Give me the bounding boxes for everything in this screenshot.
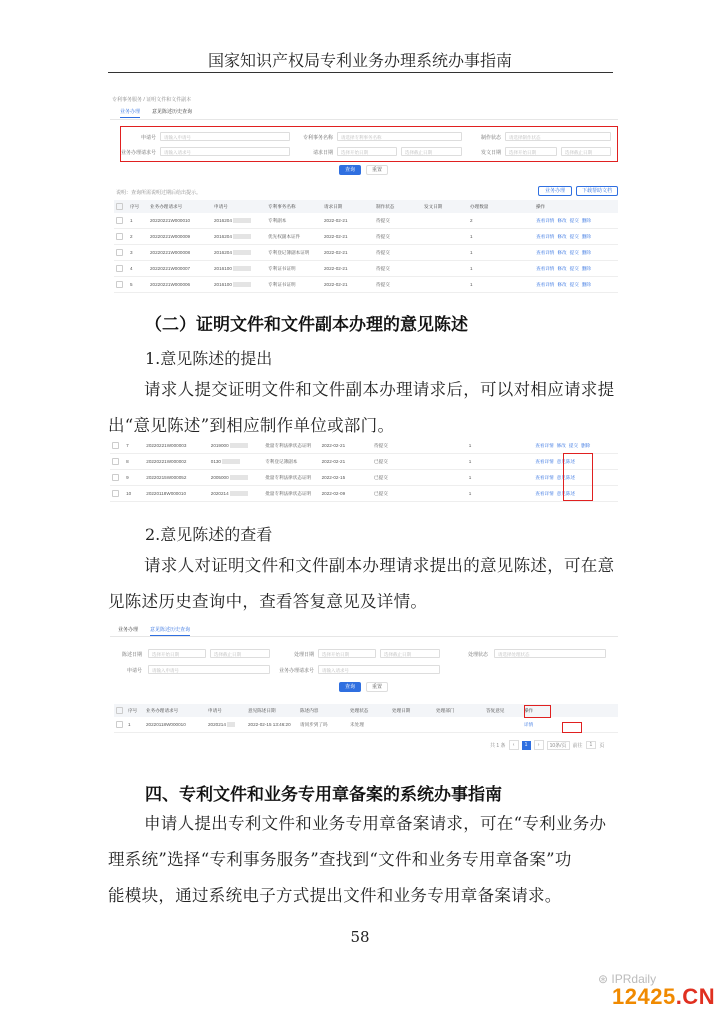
- action-link[interactable]: 修改: [556, 442, 566, 448]
- request-number: 20220221W000008: [148, 245, 212, 261]
- action-link[interactable]: 删除: [581, 217, 591, 223]
- breadcrumb: 专利事务服务 / 证明文件和文件副本: [112, 97, 192, 103]
- action-link[interactable]: 修改: [557, 265, 567, 271]
- action-link[interactable]: 提交: [569, 249, 579, 255]
- handle-department: [434, 717, 484, 733]
- field-label-handle-status: 处理状态: [467, 652, 488, 658]
- action-link[interactable]: 提交: [569, 281, 579, 287]
- send-date: [422, 245, 468, 261]
- page-size-select[interactable]: 10条/页: [547, 741, 570, 750]
- application-number: 2005000: [209, 470, 263, 486]
- req-date-end[interactable]: 选择截止日期: [401, 147, 462, 156]
- status-select[interactable]: 请选择制作状态: [505, 132, 611, 141]
- field-label-req-no: 业务办理请求号: [278, 668, 314, 674]
- affair-name: 专利登记簿副本证明: [266, 245, 322, 261]
- column-header: 办理数量: [468, 200, 534, 213]
- request-number: 20220221W000006: [148, 277, 212, 293]
- handle-status-select[interactable]: 请选择处理状态: [494, 649, 606, 658]
- action-link[interactable]: 修改: [557, 249, 567, 255]
- request-date: 2022-02-21: [322, 213, 374, 229]
- column-header: 序号: [126, 704, 144, 717]
- action-link[interactable]: 查看详情: [535, 474, 554, 480]
- statement-date-start[interactable]: 选择开始日期: [148, 649, 206, 658]
- action-link[interactable]: 查看详情: [536, 265, 555, 271]
- hint-text: 说明：查询所需说明过期后给出提示。: [116, 190, 202, 196]
- column-header: 操作: [534, 200, 618, 213]
- action-link[interactable]: 查看详情: [536, 281, 555, 287]
- table-row: [114, 717, 618, 733]
- handle-date-end[interactable]: 选择截止日期: [380, 649, 440, 658]
- row-index: 2: [128, 229, 148, 245]
- screenshot-opinion-submit: [110, 438, 618, 502]
- paragraph-line: 请求人对证明文件和文件副本办理请求提出的意见陈述，可在意: [144, 556, 615, 575]
- table-row: [114, 277, 618, 293]
- subheading-view: 2.意见陈述的查看: [145, 525, 273, 544]
- tab-history[interactable]: 意见陈述历史查询: [150, 626, 190, 636]
- select-all-checkbox[interactable]: [114, 704, 126, 717]
- request-date: 2022-02-15: [320, 470, 372, 486]
- row-index: 8: [124, 454, 144, 470]
- count: 1: [468, 245, 534, 261]
- column-header: 陈述内容: [298, 704, 348, 717]
- send-date: [420, 486, 466, 502]
- section-heading-opinion: （二）证明文件和文件副本办理的意见陈述: [145, 315, 468, 335]
- paragraph-line: 能模块，通过系统电子方式提出文件和业务专用章备案请求。: [108, 886, 562, 905]
- count: 1: [467, 486, 534, 502]
- table-row: [110, 470, 618, 486]
- status: 待提交: [372, 438, 420, 454]
- row-checkbox[interactable]: [114, 245, 128, 261]
- tab-business[interactable]: 业务办理: [120, 108, 140, 118]
- table-header-row: [114, 200, 618, 213]
- request-number: 20220221W000010: [148, 213, 212, 229]
- row-index: 3: [128, 245, 148, 261]
- column-header: 答复意见: [484, 704, 522, 717]
- status: 待提交: [374, 261, 422, 277]
- action-link[interactable]: 删除: [581, 233, 591, 239]
- watermark-faint: ⊛ IPRdaily: [598, 972, 657, 986]
- actions-cell: [533, 438, 618, 454]
- table-row: [110, 438, 618, 454]
- detail-action-highlight: [562, 722, 582, 733]
- goto-label: 前往: [572, 742, 583, 749]
- paragraph-line: 见陈述历史查询中，查看答复意见及详情。: [108, 592, 428, 611]
- action-link[interactable]: 删除: [581, 249, 591, 255]
- action-link[interactable]: 查看详情: [535, 442, 554, 448]
- paragraph-line: 出“意见陈述”到相应制作单位或部门。: [108, 416, 395, 435]
- application-number: 0130: [209, 454, 263, 470]
- application-number: 2020214: [206, 717, 246, 733]
- table-row: [114, 213, 618, 229]
- request-number: 20220215W000052: [144, 470, 209, 486]
- statement-date-end[interactable]: 选择截止日期: [210, 649, 270, 658]
- action-link[interactable]: 查看详情: [535, 458, 554, 464]
- action-link[interactable]: 提交: [569, 217, 579, 223]
- section-heading-seal: 四、专利文件和业务专用章备案的系统办事指南: [145, 785, 502, 805]
- field-label-app-no: 申请号: [126, 668, 142, 674]
- goto-input[interactable]: 1: [586, 741, 597, 749]
- row-index: 1: [128, 213, 148, 229]
- tab-business[interactable]: 业务办理: [118, 627, 139, 633]
- table-row: [114, 229, 618, 245]
- application-number: 2019000: [209, 438, 263, 454]
- row-index: 4: [128, 261, 148, 277]
- field-label-req-no: 业务办理请求号: [121, 150, 157, 156]
- opinion-action-highlight: [563, 453, 593, 501]
- send-date: [422, 277, 468, 293]
- status: 待提交: [374, 213, 422, 229]
- status: 待提交: [374, 277, 422, 293]
- affair-name: 优先权副本证件: [266, 229, 322, 245]
- affair-name: 专利证书证明: [266, 261, 322, 277]
- column-header: 申请号: [206, 704, 246, 717]
- column-header: 序号: [128, 200, 148, 213]
- affair-name: 批量专利法律状态证明: [263, 438, 319, 454]
- table-row: [110, 486, 618, 502]
- request-number: 20220118W000010: [144, 717, 206, 733]
- reset-button[interactable]: 重置: [366, 682, 388, 692]
- req-no-input[interactable]: 请输入请求号: [160, 147, 290, 156]
- action-link[interactable]: 提交: [569, 233, 579, 239]
- row-checkbox[interactable]: [114, 717, 126, 733]
- table-row: [114, 245, 618, 261]
- pagination: [490, 740, 604, 750]
- request-date: 2022-02-21: [322, 277, 374, 293]
- tab-history[interactable]: 意见陈述历史查询: [152, 109, 193, 115]
- application-number: 2016204: [212, 229, 266, 245]
- paragraph-view: [108, 548, 618, 620]
- column-header: 处理部门: [434, 704, 484, 717]
- app-no-input[interactable]: 请输入申请号: [160, 132, 290, 141]
- handle-date-start[interactable]: 选择开始日期: [318, 649, 376, 658]
- app-no-input[interactable]: 请输入申请号: [148, 665, 270, 674]
- action-link[interactable]: 意见陈述: [556, 474, 576, 480]
- tab-bar: [118, 626, 190, 636]
- application-number: 2016204: [212, 213, 266, 229]
- status: 已提交: [372, 486, 420, 502]
- page-number: 58: [350, 928, 370, 946]
- affair-name: 专利登记簿副本: [263, 454, 319, 470]
- send-date: [422, 229, 468, 245]
- column-header: 处理状态: [348, 704, 390, 717]
- actions-cell: [534, 261, 618, 277]
- row-index: 7: [124, 438, 144, 454]
- action-link[interactable]: 修改: [557, 217, 567, 223]
- field-label-req-date: 请求日期: [312, 150, 333, 156]
- row-checkbox[interactable]: [110, 470, 124, 486]
- pagination-total: 共 1 条: [490, 742, 506, 749]
- column-header: 操作: [522, 704, 618, 717]
- tab-underline: [110, 119, 618, 120]
- action-link[interactable]: 意见陈述: [556, 458, 576, 464]
- count: 2: [468, 213, 534, 229]
- reply-column-highlight: [524, 705, 551, 718]
- column-header: 专利事务名称: [266, 200, 322, 213]
- field-label-status: 制作状态: [480, 135, 501, 141]
- request-date: 2022-02-21: [320, 438, 372, 454]
- req-no-input[interactable]: 请输入请求号: [318, 665, 440, 674]
- actions-cell: [534, 229, 618, 245]
- select-all-checkbox[interactable]: [114, 200, 128, 213]
- actions-cell: [534, 277, 618, 293]
- row-index: 1: [126, 717, 144, 733]
- row-checkbox[interactable]: [114, 277, 128, 293]
- action-link[interactable]: 修改: [557, 233, 567, 239]
- wechat-icon: ⊛: [598, 972, 609, 986]
- affair-name: 批量专利法律状态证明: [263, 486, 319, 502]
- paragraph-submit: [108, 372, 618, 444]
- data-table: [114, 200, 618, 293]
- subheading-submit: 1.意见陈述的提出: [145, 349, 273, 368]
- affair-select[interactable]: 请选择专利事务名称: [337, 132, 462, 141]
- tab-bar: [120, 108, 192, 118]
- affair-name: 专利副本: [266, 213, 322, 229]
- request-number: 20220221W000007: [148, 261, 212, 277]
- request-date: 2022-02-09: [320, 486, 372, 502]
- field-label-app-no: 申请号: [140, 135, 156, 141]
- search-button[interactable]: 查询: [339, 682, 361, 692]
- download-help-button[interactable]: 下载帮助文档: [576, 186, 618, 196]
- request-number: 20220221W000003: [144, 438, 209, 454]
- application-number: 2016100: [212, 277, 266, 293]
- row-index: 10: [124, 486, 144, 502]
- column-header: 申请号: [212, 200, 266, 213]
- row-checkbox[interactable]: [110, 454, 124, 470]
- action-link[interactable]: 意见陈述: [556, 490, 576, 496]
- affair-name: 专利证书证明: [266, 277, 322, 293]
- paragraph-line: 申请人提出专利文件和业务专用章备案请求，可在“专利业务办: [144, 814, 607, 833]
- count: 1: [467, 454, 534, 470]
- count: 1: [468, 277, 534, 293]
- request-date: 2022-02-21: [322, 245, 374, 261]
- field-label-handle-date: 处理日期: [293, 652, 314, 658]
- field-label-send-date: 发文日期: [480, 150, 501, 156]
- field-label-statement-date: 陈述日期: [121, 652, 142, 658]
- statement-content: 请同步到了吗: [298, 717, 348, 733]
- search-button[interactable]: 查询: [339, 165, 361, 175]
- request-number: 20220221W000002: [144, 454, 209, 470]
- send-date: [420, 454, 466, 470]
- row-index: 5: [128, 277, 148, 293]
- next-page-icon[interactable]: ›: [534, 740, 544, 750]
- count: 1: [468, 229, 534, 245]
- paragraph-seal: [108, 806, 618, 914]
- tab-underline: [110, 636, 618, 637]
- handle-status: 未处理: [348, 717, 390, 733]
- actions-cell: [534, 213, 618, 229]
- application-number: 2016204: [212, 245, 266, 261]
- request-date: 2022-02-21: [322, 229, 374, 245]
- application-number: 2020214: [209, 486, 263, 502]
- action-link[interactable]: 删除: [581, 442, 591, 448]
- send-date: [420, 438, 466, 454]
- page-header-title: 国家知识产权局专利业务办理系统办事指南: [207, 51, 512, 70]
- action-link[interactable]: 提交: [568, 442, 579, 448]
- application-number: 2016100: [212, 261, 266, 277]
- count: 1: [467, 438, 534, 454]
- search-form-highlight: [120, 126, 618, 162]
- row-checkbox[interactable]: [110, 486, 124, 502]
- request-number: 20220118W000010: [144, 486, 209, 502]
- business-button[interactable]: 业务办理: [538, 186, 572, 196]
- column-header: 发文日期: [422, 200, 468, 213]
- req-date-start[interactable]: 选择开始日期: [337, 147, 397, 156]
- reply-opinion: [484, 717, 522, 733]
- action-link[interactable]: 修改: [557, 281, 567, 287]
- request-number: 20220221W000009: [148, 229, 212, 245]
- status: 已提交: [372, 470, 420, 486]
- action-link[interactable]: 查看详情: [535, 490, 554, 496]
- statement-date: 2022-02-15 13:46:20: [246, 717, 298, 733]
- count: 1: [468, 261, 534, 277]
- request-date: 2022-02-21: [322, 261, 374, 277]
- request-date: 2022-02-21: [320, 454, 372, 470]
- action-link[interactable]: 删除: [581, 265, 591, 271]
- count: 1: [467, 470, 534, 486]
- action-link[interactable]: 查看详情: [536, 249, 555, 255]
- action-link[interactable]: 查看详情: [536, 233, 555, 239]
- affair-name: 批量专利法律状态证明: [263, 470, 319, 486]
- watermark-logo: 12425.CN: [612, 984, 716, 1009]
- actions-cell: [534, 245, 618, 261]
- page-unit: 页: [599, 742, 605, 749]
- row-checkbox[interactable]: [110, 438, 124, 454]
- row-index: 9: [124, 470, 144, 486]
- row-checkbox[interactable]: [114, 261, 128, 277]
- column-header: 业务办理请求号: [144, 704, 206, 717]
- column-header: 业务办理请求号: [148, 200, 212, 213]
- field-label-affair: 专利事务名称: [302, 135, 333, 141]
- action-link[interactable]: 删除: [581, 281, 591, 287]
- current-page-button[interactable]: 1: [522, 741, 531, 750]
- column-header: 请求日期: [322, 200, 374, 213]
- reset-button[interactable]: 重置: [366, 165, 388, 175]
- row-checkbox[interactable]: [114, 213, 128, 229]
- row-checkbox[interactable]: [114, 229, 128, 245]
- status: 已提交: [372, 454, 420, 470]
- table-row: [114, 261, 618, 277]
- screenshot-opinion-history: [110, 620, 618, 760]
- action-link[interactable]: 提交: [569, 265, 579, 271]
- status: 待提交: [374, 245, 422, 261]
- detail-link[interactable]: 详情: [524, 721, 534, 727]
- screenshot-business-list: [110, 90, 618, 290]
- handle-date: [390, 717, 434, 733]
- send-date: [420, 470, 466, 486]
- header-rule: [108, 72, 613, 73]
- send-date-start[interactable]: 选择开始日期: [505, 147, 557, 156]
- paragraph-line: 请求人提交证明文件和文件副本办理请求后，可以对相应请求提: [144, 380, 615, 399]
- column-header: 意见陈述日期: [246, 704, 298, 717]
- send-date-end[interactable]: 选择截止日期: [561, 147, 611, 156]
- status: 待提交: [374, 229, 422, 245]
- column-header: 处理日期: [390, 704, 434, 717]
- paragraph-line: 理系统”选择“专利事务服务”查找到“文件和业务专用章备案”功: [108, 850, 572, 869]
- column-header: 制作状态: [374, 200, 422, 213]
- prev-page-icon[interactable]: ‹: [509, 740, 519, 750]
- action-link[interactable]: 查看详情: [536, 217, 555, 223]
- send-date: [422, 261, 468, 277]
- table-row: [110, 454, 618, 470]
- send-date: [422, 213, 468, 229]
